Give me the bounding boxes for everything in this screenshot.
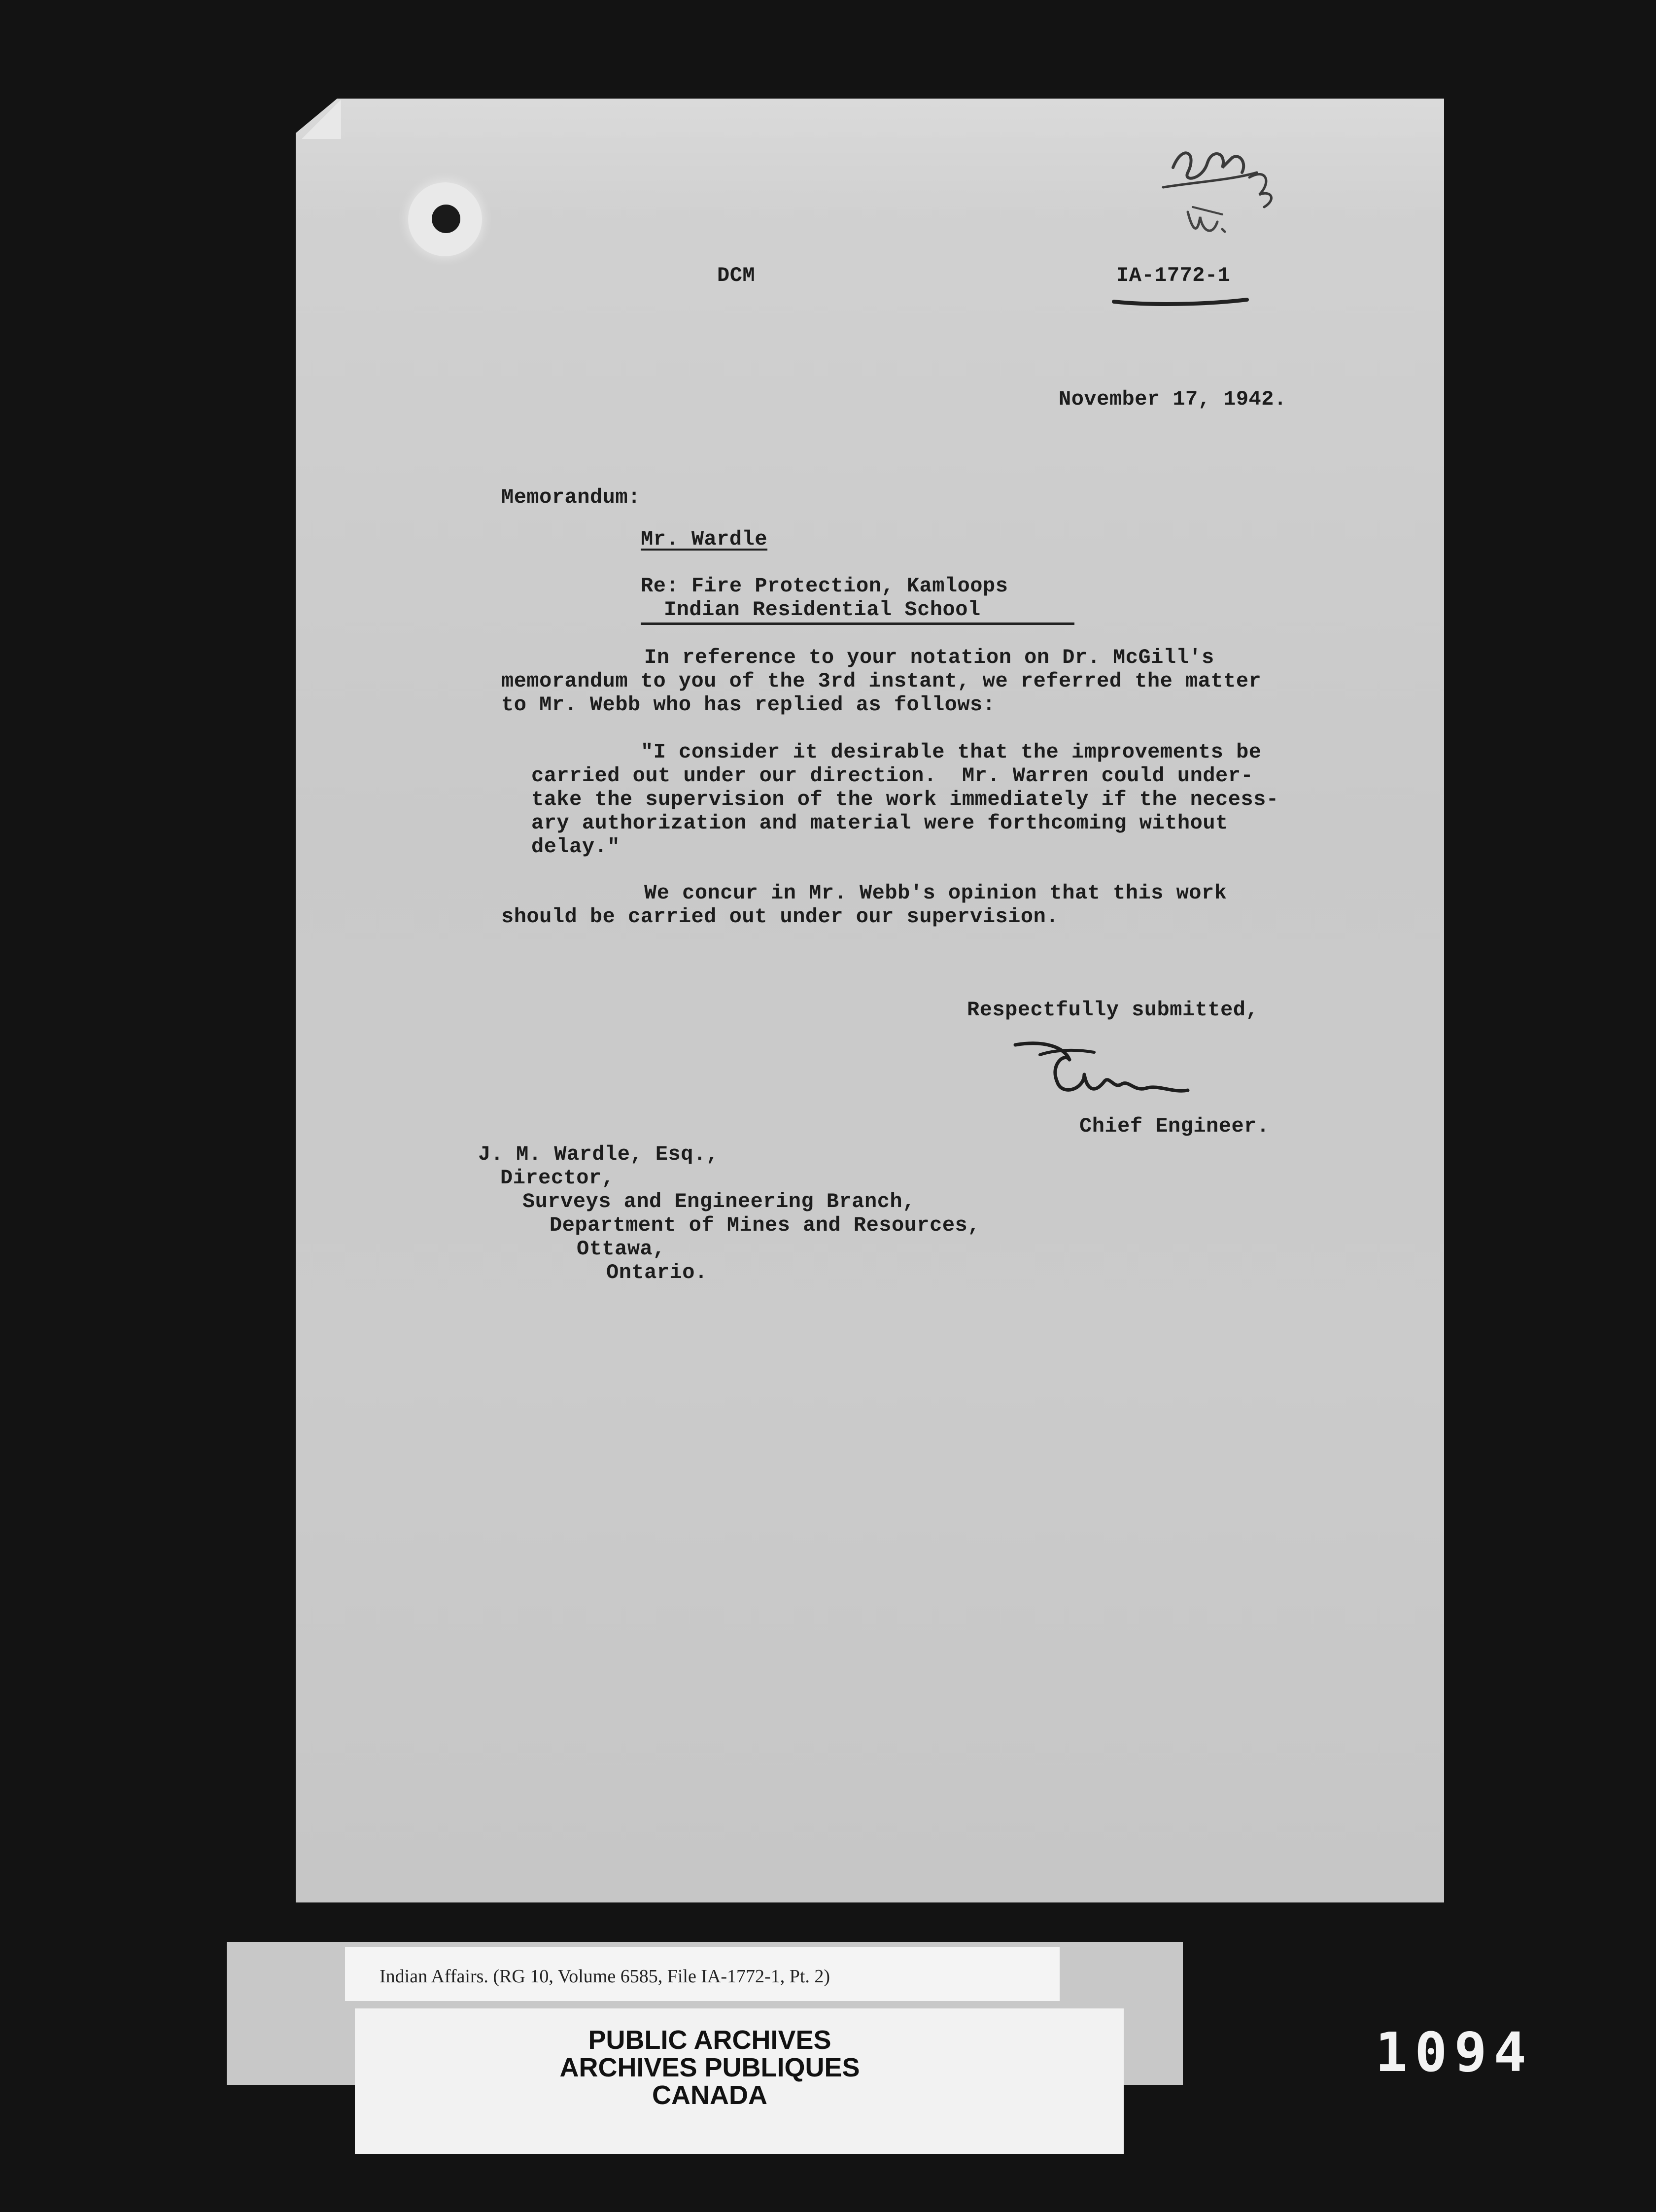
memo-date: November 17, 1942.	[1059, 387, 1287, 411]
address-line-1: J. M. Wardle, Esq.,	[478, 1142, 719, 1166]
concur-line-1: We concur in Mr. Webb's opinion that this work	[644, 881, 1227, 905]
signer-title: Chief Engineer.	[1079, 1114, 1270, 1138]
stamp-line-3: CANADA	[652, 2080, 767, 2110]
memo-sheet	[296, 99, 1444, 1902]
quote-line-3: take the supervision of the work immediately if the necess-	[531, 788, 1279, 811]
quote-line-2: carried out under our direction. Mr. Warren could under-	[531, 764, 1254, 788]
subject-underline	[641, 622, 1074, 625]
subject-line-2: Indian Residential School	[664, 598, 981, 622]
punch-hole	[408, 182, 482, 256]
body-line-1: In reference to your notation on Dr. McGill's	[644, 646, 1214, 669]
stamp-line-2: ARCHIVES PUBLIQUES	[559, 2053, 860, 2082]
file-number-underline	[1111, 295, 1249, 310]
quote-line-5: delay."	[531, 835, 620, 859]
quote-line-1: "I consider it desirable that the improvements be	[641, 740, 1262, 764]
address-line-5: Ottawa,	[577, 1237, 665, 1261]
archive-citation: Indian Affairs. (RG 10, Volume 6585, File IA-1772-1, Pt. 2)	[380, 1966, 830, 1987]
body-line-2: memorandum to you of the 3rd instant, we referred the matter	[501, 669, 1262, 693]
signature	[1010, 1035, 1217, 1114]
header-initials: DCM	[717, 264, 756, 287]
subject-line-1: Re: Fire Protection, Kamloops	[641, 574, 1008, 598]
frame-number: 1094	[1375, 2021, 1533, 2084]
body-line-3: to Mr. Webb who has replied as follows:	[501, 693, 996, 717]
quote-line-4: ary authorization and material were forthcoming without	[531, 811, 1228, 835]
address-line-3: Surveys and Engineering Branch,	[522, 1190, 915, 1213]
memo-salutation: Memorandum:	[501, 485, 641, 509]
address-line-6: Ontario.	[606, 1261, 708, 1284]
address-line-2: Director,	[500, 1166, 615, 1190]
file-number: IA-1772-1	[1116, 264, 1231, 287]
handwritten-notation	[1153, 133, 1296, 261]
stamp-line-1: PUBLIC ARCHIVES	[588, 2025, 831, 2055]
folded-corner	[302, 100, 341, 139]
concur-line-2: should be carried out under our supervision.	[501, 905, 1059, 929]
address-line-4: Department of Mines and Resources,	[550, 1213, 980, 1237]
memo-recipient: Mr. Wardle	[641, 527, 768, 551]
closing-text: Respectfully submitted,	[967, 998, 1259, 1022]
